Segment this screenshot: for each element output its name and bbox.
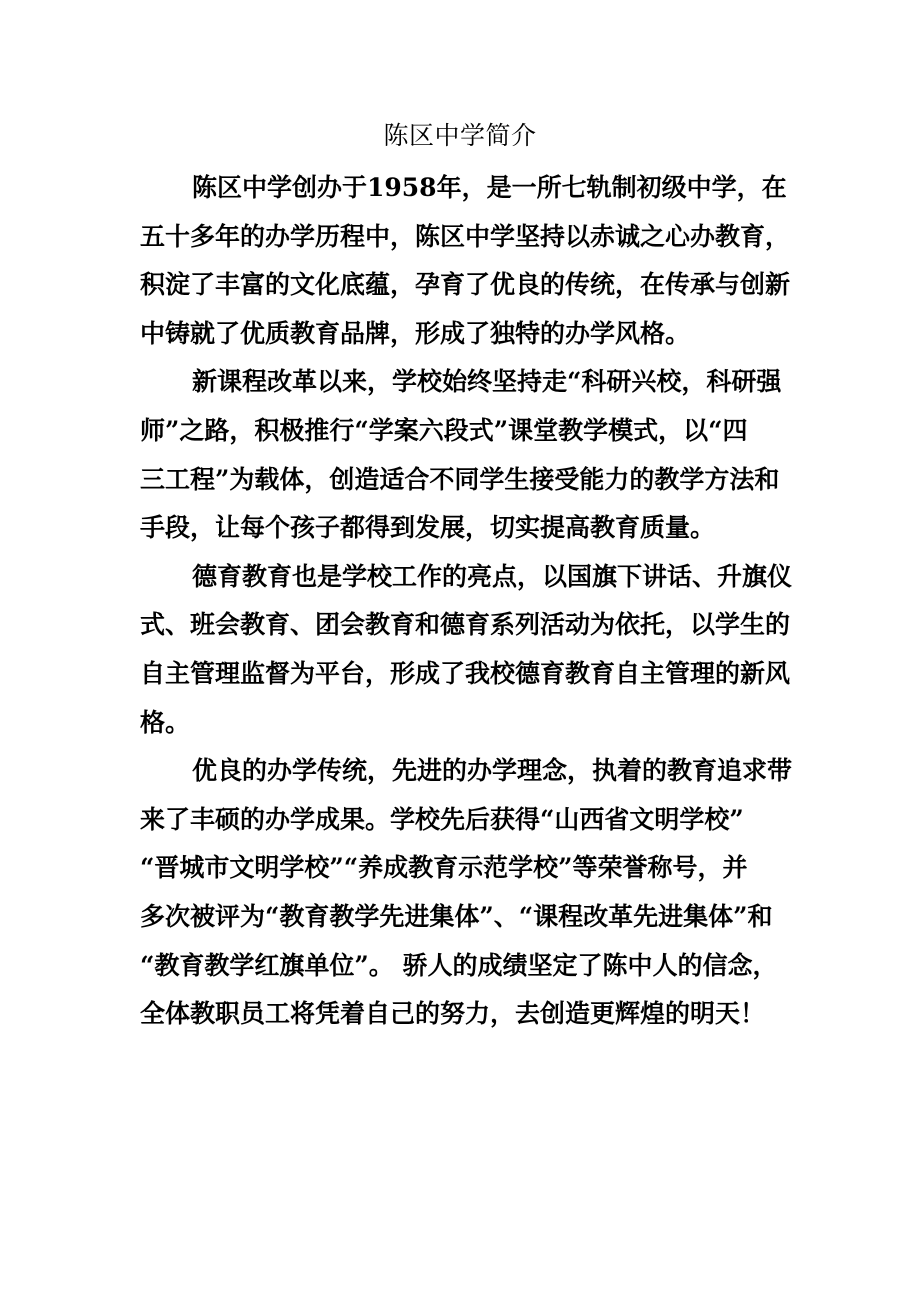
paragraph-3-line-3: 自主管理监督为平台，形成了我校德育教育自主管理的新风 <box>140 658 791 688</box>
paragraph-1-line-3: 积淀了丰富的文化底蕴，孕育了优良的传统，在传承与创新 <box>140 270 791 300</box>
paragraph-4-line-6: 全体教职员工将凭着自己的努力，去创造更辉煌的明天！ <box>140 999 766 1029</box>
paragraph-2-line-3: 三工程”为载体，创造适合不同学生接受能力的教学方法和 <box>140 464 780 494</box>
paragraph-4-line-3: “晋城市文明学校”“养成教育示范学校”等荣誉称号，并 <box>140 853 748 883</box>
paragraph-1-line-4: 中铸就了优质教育品牌，形成了独特的办学风格。 <box>140 318 691 348</box>
paragraph-4-line-5: “教育教学红旗单位”。 骄人的成绩坚定了陈中人的信念， <box>140 950 778 980</box>
paragraph-4-line-2: 来了丰硕的办学成果。学校先后获得“山西省文明学校” <box>140 804 744 834</box>
document-body <box>140 164 793 1039</box>
paragraph-3-line-4: 格。 <box>140 707 191 737</box>
paragraph-3-line-1: 德育教育也是学校工作的亮点，以国旗下讲话、升旗仪 <box>192 561 793 591</box>
paragraph-4-line-1: 优良的办学传统，先进的办学理念，执着的教育追求带 <box>192 756 793 786</box>
paragraph-2-line-4: 手段，让每个孩子都得到发展，切实提高教育质量。 <box>140 513 716 543</box>
paragraph-1-line-1: 陈区中学创办于1958年，是一所七轨制初级中学，在 <box>192 173 787 202</box>
paragraph-4-line-4: 多次被评为“教育教学先进集体”、“课程改革先进集体”和 <box>140 901 773 931</box>
paragraph-1-line-2: 五十多年的办学历程中，陈区中学坚持以赤诚之心办教育， <box>140 221 791 251</box>
paragraph-3-line-2: 式、班会教育、团会教育和德育系列活动为依托，以学生的 <box>140 610 791 640</box>
paragraph-2-line-2: 师”之路，积极推行“学案六段式”课堂教学模式，以“四 <box>140 415 748 445</box>
document-title: 陈区中学简介 <box>383 121 537 150</box>
paragraph-2-line-1: 新课程改革以来，学校始终坚持走“科研兴校，科研强 <box>192 367 782 397</box>
